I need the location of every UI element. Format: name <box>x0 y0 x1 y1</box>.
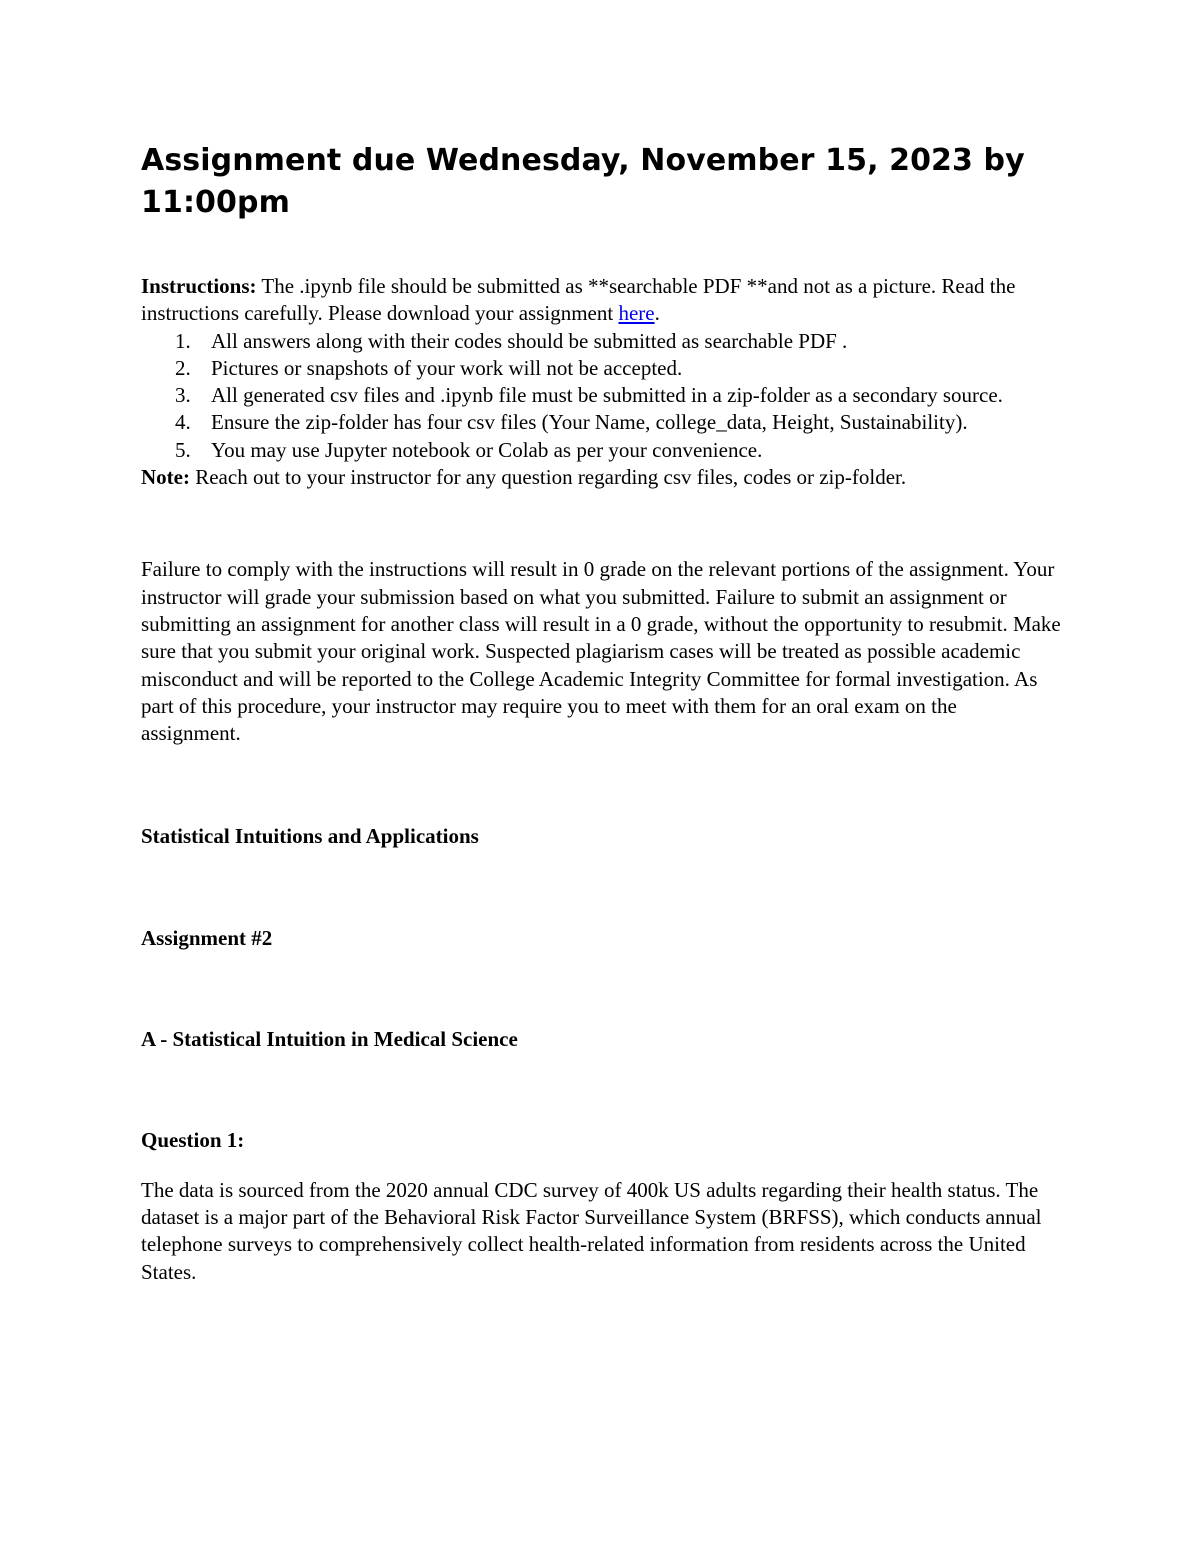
question-1-heading: Question 1: <box>141 1128 245 1153</box>
list-item-text: All generated csv files and .ipynb file must be submitted in a zip-folder as a secondary source. <box>211 383 1003 408</box>
page-title: Assignment due Wednesday, November 15, 2023 by 11:00pm <box>141 143 1025 220</box>
list-item-text: You may use Jupyter notebook or Colab as per your convenience. <box>211 437 763 462</box>
course-heading: Statistical Intuitions and Applications <box>141 824 479 849</box>
question-1-text: The data is sourced from the 2020 annual CDC survey of 400k US adults regarding their health status. The dataset is a major part of the Behavioral Risk Factor Surveillance System (BRFSS), which conducts annual telephone surveys to comprehensively collect health-related information from residents across the United States. <box>141 1177 1042 1284</box>
download-assignment-link[interactable]: here <box>618 301 655 326</box>
instructions-block <box>141 273 1061 491</box>
section-a-heading: A - Statistical Intuition in Medical Science <box>141 1027 518 1052</box>
assignment-heading: Assignment #2 <box>141 925 273 950</box>
list-item-text: Pictures or snapshots of your work will not be accepted. <box>211 355 683 380</box>
list-item-text: Ensure the zip-folder has four csv files (Your Name, college_data, Height, Sustainability). <box>211 410 968 435</box>
list-item-number: 3. <box>175 383 191 408</box>
list-item <box>141 382 1061 409</box>
instructions-after-link: . <box>654 301 660 326</box>
note-paragraph <box>141 464 1061 491</box>
list-item <box>141 409 1061 436</box>
list-item <box>141 355 1061 382</box>
note-text: Reach out to your instructor for any question regarding csv files, codes or zip-folder. <box>189 465 907 490</box>
list-item-number: 1. <box>175 328 191 353</box>
list-item-number: 5. <box>175 437 191 462</box>
instructions-paragraph <box>141 273 1061 328</box>
list-item-text: All answers along with their codes should be submitted as searchable PDF . <box>211 328 848 353</box>
note-label: Note: <box>141 465 190 490</box>
list-item-number: 2. <box>175 355 191 380</box>
list-item <box>141 437 1061 464</box>
grading-warning-paragraph: Failure to comply with the instructions will result in 0 grade on the relevant portions of the assignment. Your instructor will grade your submission based on what you submitted. Failure to submit an assignment or submitting an assignment for another class will result in a 0 grade, without the opportunity to resubmit. Make sure that you submit your original work. Suspected plagiarism cases will be treated as possible academic misconduct and will be reported to the College Academic Integrity Committee for formal investigation. As part of this procedure, your instructor may require you to meet with them for an oral exam on the assignment. <box>141 557 1061 746</box>
instructions-label: Instructions: <box>141 274 257 298</box>
list-item <box>141 328 1061 355</box>
document-page <box>141 140 1061 1307</box>
instruction-steps-list <box>141 328 1061 464</box>
instructions-text: The .ipynb file should be submitted as **searchable PDF **and not as a picture. Read the instructions carefully. Please download your assignment <box>141 274 1016 326</box>
list-item-number: 4. <box>175 410 191 435</box>
